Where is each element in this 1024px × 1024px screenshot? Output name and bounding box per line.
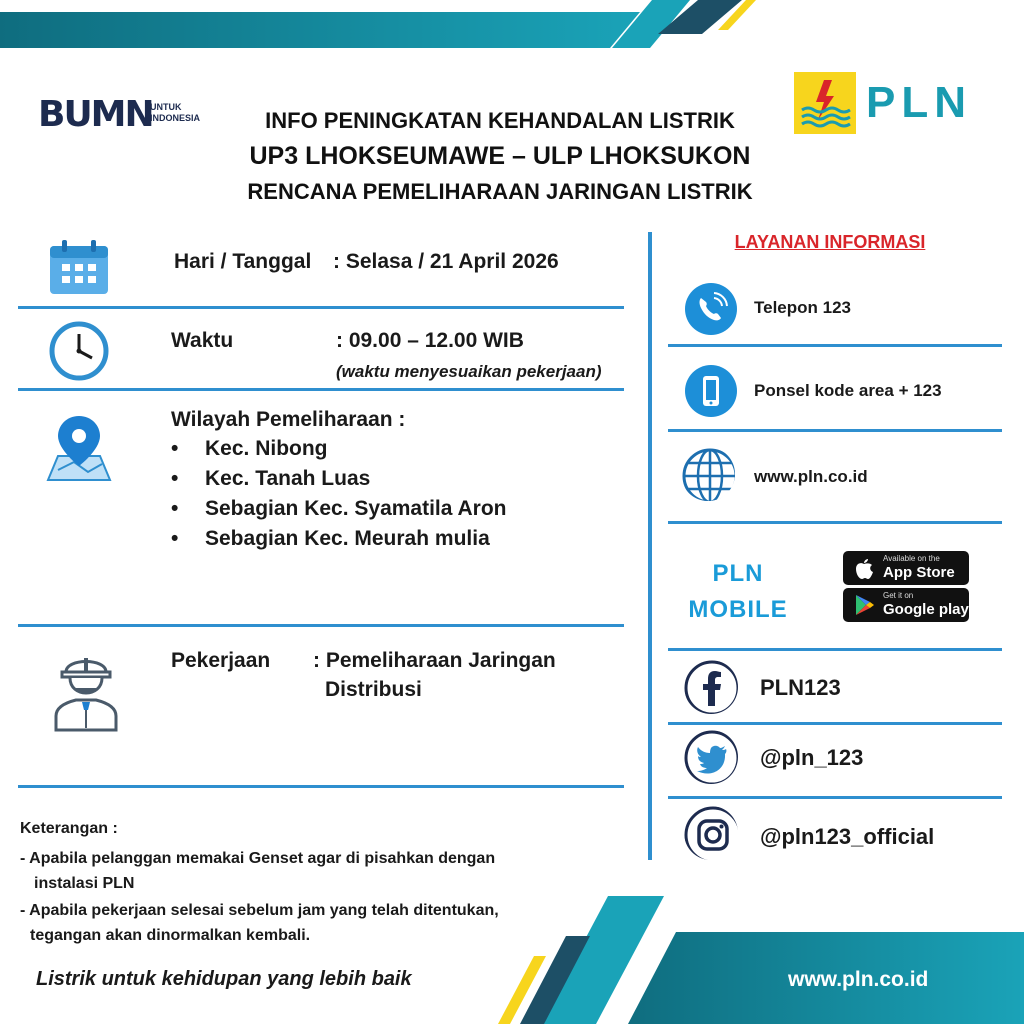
bumn-logo bbox=[38, 94, 201, 135]
apple-icon bbox=[853, 556, 875, 580]
globe-icon bbox=[681, 447, 735, 501]
smartphone-icon bbox=[684, 364, 738, 418]
instagram-icon bbox=[684, 806, 738, 860]
note2-line2: tegangan akan dinormalkan kembali. bbox=[30, 927, 311, 944]
notes-heading: Keterangan : bbox=[20, 820, 118, 837]
divider bbox=[668, 648, 1002, 651]
worker-icon bbox=[52, 650, 120, 732]
list-item: • Kec. Nibong bbox=[171, 437, 507, 467]
divider bbox=[668, 521, 1002, 524]
website-text: www.pln.co.id bbox=[754, 467, 868, 486]
bumn-tagline: UNTUK INDONESIA bbox=[150, 102, 201, 123]
twitter-icon bbox=[684, 730, 738, 784]
calendar-icon bbox=[48, 238, 110, 296]
phone-icon bbox=[684, 282, 738, 336]
footer-website-link[interactable]: www.pln.co.id bbox=[788, 968, 929, 991]
area-list bbox=[171, 437, 507, 557]
work-label: Pekerjaan bbox=[171, 649, 271, 672]
area-label: Wilayah Pemeliharaan : bbox=[171, 408, 406, 431]
divider bbox=[18, 388, 624, 391]
work-value-line2: Distribusi bbox=[325, 678, 422, 701]
divider bbox=[668, 429, 1002, 432]
vertical-divider bbox=[648, 232, 652, 860]
twitter-text: @pln_123 bbox=[760, 745, 864, 770]
divider bbox=[668, 796, 1002, 799]
list-item: • Sebagian Kec. Meurah mulia bbox=[171, 527, 507, 557]
date-label: Hari / Tanggal bbox=[174, 250, 312, 273]
clock-icon bbox=[48, 320, 110, 382]
services-heading: LAYANAN INFORMASI bbox=[734, 232, 926, 252]
pln-mobile-title: PLN MOBILE bbox=[688, 560, 788, 623]
title-line3: RENCANA PEMELIHARAAN JARINGAN LISTRIK bbox=[247, 179, 753, 204]
divider bbox=[18, 785, 624, 788]
bottom-banner-decoration bbox=[0, 880, 1024, 1024]
bumn-logo-text: BUMN bbox=[38, 94, 153, 135]
divider bbox=[18, 624, 624, 627]
note1-line1: - Apabila pelanggan memakai Genset agar di pisahkan dengan bbox=[20, 850, 496, 867]
time-value: : 09.00 – 12.00 WIB bbox=[336, 329, 524, 352]
top-banner-decoration bbox=[0, 0, 1024, 50]
time-label: Waktu bbox=[171, 329, 234, 352]
mobile-text: Ponsel kode area + 123 bbox=[754, 381, 942, 400]
title-line1: INFO PENINGKATAN KEHANDALAN LISTRIK bbox=[265, 108, 735, 133]
footer-slogan: Listrik untuk kehidupan yang lebih baik bbox=[36, 968, 412, 990]
divider bbox=[668, 344, 1002, 347]
facebook-text: PLN123 bbox=[760, 675, 841, 700]
time-note: (waktu menyesuaikan pekerjaan) bbox=[336, 362, 602, 381]
work-value-line1: : Pemeliharaan Jaringan bbox=[313, 649, 556, 672]
list-item: • Sebagian Kec. Syamatila Aron bbox=[171, 497, 507, 527]
map-pin-icon bbox=[44, 412, 114, 484]
google-play-button[interactable]: Get it on Google play bbox=[843, 588, 969, 622]
divider bbox=[18, 306, 624, 309]
phone-text: Telepon 123 bbox=[754, 298, 851, 317]
facebook-icon bbox=[684, 660, 738, 714]
pln-logo-text: PLN bbox=[866, 78, 972, 127]
note2-line1: - Apabila pekerjaan selesai sebelum jam yang telah ditentukan, bbox=[20, 902, 499, 919]
title-line2: UP3 LHOKSEUMAWE – ULP LHOKSUKON bbox=[249, 142, 751, 170]
app-store-button[interactable]: Available on the App Store bbox=[843, 551, 969, 585]
date-value: : Selasa / 21 April 2026 bbox=[333, 250, 559, 273]
divider bbox=[668, 722, 1002, 725]
instagram-text: @pln123_official bbox=[760, 824, 935, 849]
pln-logo-icon bbox=[794, 72, 856, 134]
list-item: • Kec. Tanah Luas bbox=[171, 467, 507, 497]
note1-line2: instalasi PLN bbox=[34, 875, 135, 892]
google-play-icon bbox=[853, 593, 875, 617]
